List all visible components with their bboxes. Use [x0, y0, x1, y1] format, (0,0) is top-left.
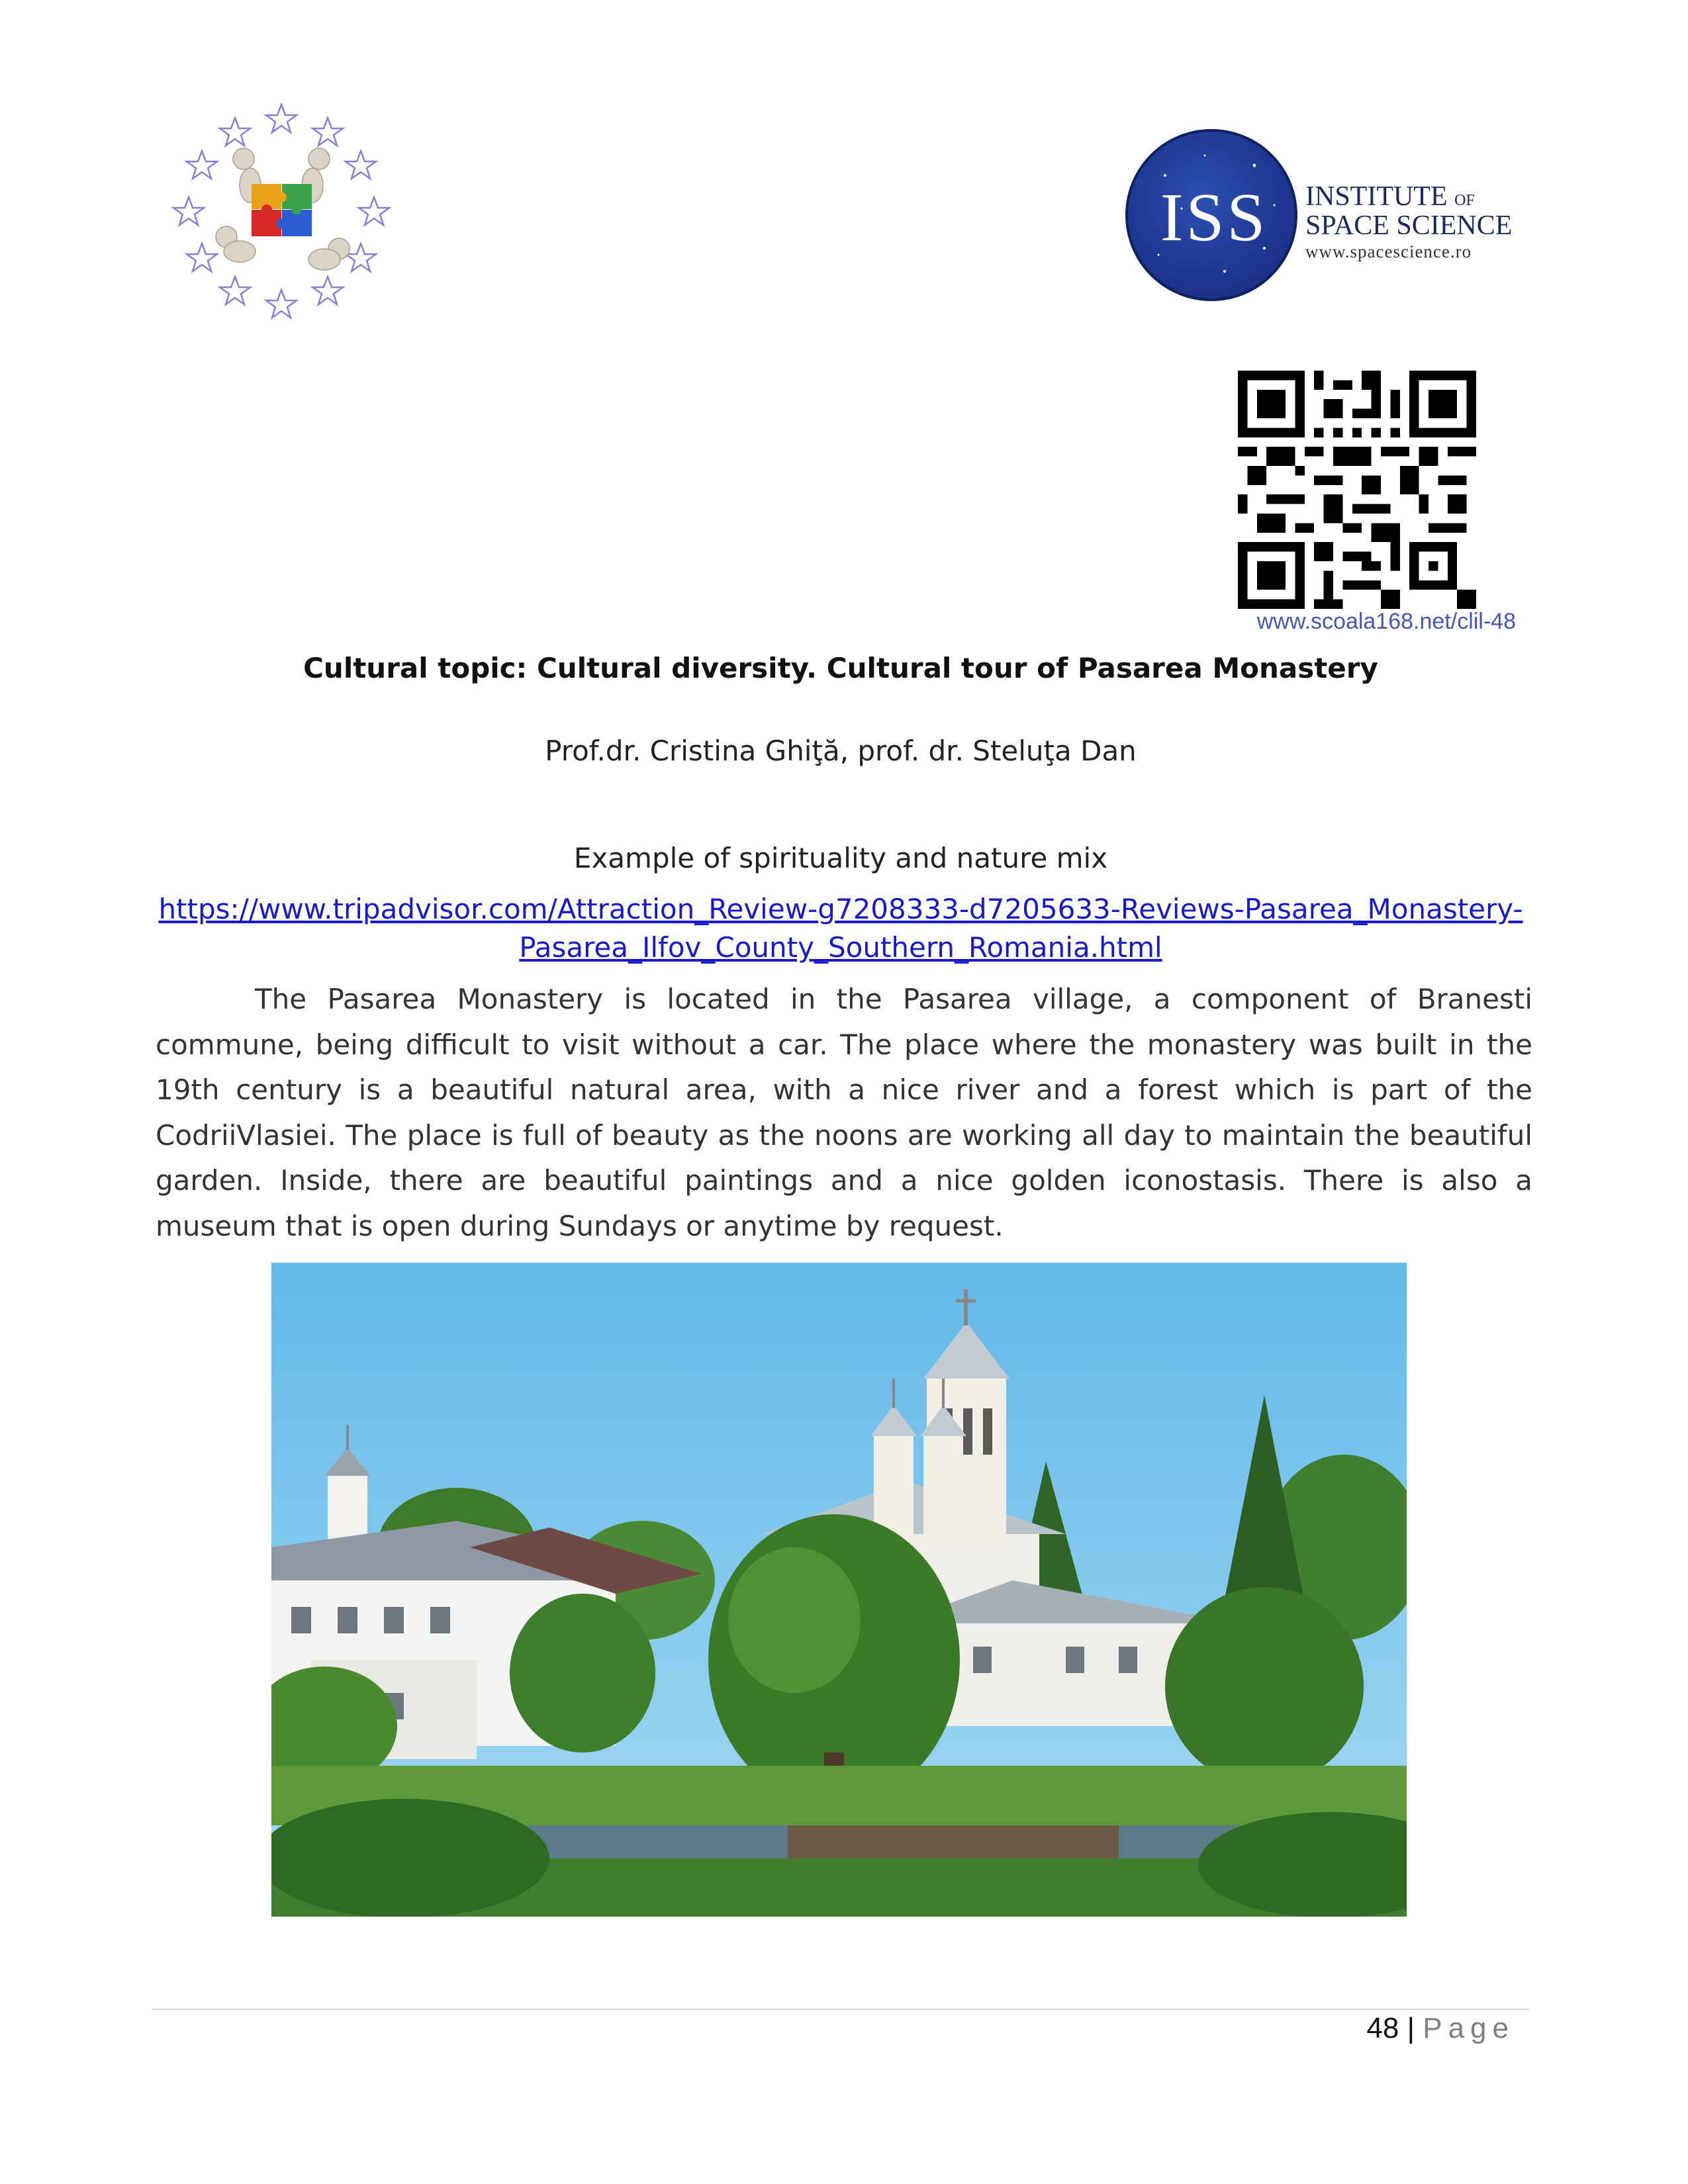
star-icon: [346, 244, 376, 271]
iss-name-line1: INSTITUTE OF: [1305, 181, 1475, 212]
page-number: 48: [1366, 2012, 1399, 2044]
institute-logo: [1125, 129, 1523, 301]
star-icon: [187, 151, 217, 179]
iss-emblem: [1125, 129, 1297, 301]
tripadvisor-link[interactable]: [156, 890, 1526, 967]
footer-divider: [152, 2009, 1529, 2010]
project-logo: [165, 98, 397, 330]
page-footer: [1366, 2012, 1515, 2045]
page-label: Page: [1423, 2012, 1515, 2044]
qr-code[interactable]: [1238, 371, 1476, 609]
link-line-2[interactable]: Pasarea_Ilfov_County_Southern_Romania.html: [519, 931, 1162, 964]
monastery-photo: [271, 1263, 1407, 1917]
subtitle: Example of spirituality and nature mix: [573, 842, 1108, 874]
authors: Prof.dr. Cristina Ghiţă, prof. dr. Steluţa Dan: [545, 735, 1137, 767]
star-icon: [173, 197, 204, 225]
star-icon: [266, 290, 297, 318]
star-icon: [312, 277, 343, 304]
page-title: Cultural topic: Cultural diversity. Cultural tour of Pasarea Monastery: [303, 652, 1378, 684]
iss-url: www.spacescience.ro: [1305, 242, 1472, 261]
star-icon: [220, 277, 250, 304]
iss-name-line2: SPACE SCIENCE: [1305, 210, 1513, 241]
body-paragraph: The Pasarea Monastery is located in the Pasarea village, a component of Branesti commune, being difficult to visit without a car. The place where the monastery was built in the 19th century is a beautiful natural area, with a nice river and a forest which is part of the CodriiVlasiei. The place is full of beauty as the noons are working all day to maintain the beautiful garden. Inside, there are beautiful paintings and a nice golden iconostasis. There is also a museum that is open during Sundays or anytime by request.: [156, 983, 1532, 1242]
link-line-1[interactable]: https://www.tripadvisor.com/Attraction_Review-g7208333-d7205633-Reviews-Pasarea_Monastery-: [158, 893, 1523, 925]
star-icon: [346, 151, 376, 179]
star-icon: [266, 105, 297, 132]
star-icon: [187, 244, 217, 271]
qr-caption[interactable]: www.scoala168.net/clil-48: [1256, 609, 1516, 634]
iss-abbreviation: ISS: [1160, 179, 1268, 255]
star-icon: [359, 197, 389, 225]
footer-separator: |: [1407, 2012, 1415, 2044]
star-icon: [220, 118, 250, 146]
star-icon: [312, 118, 343, 146]
